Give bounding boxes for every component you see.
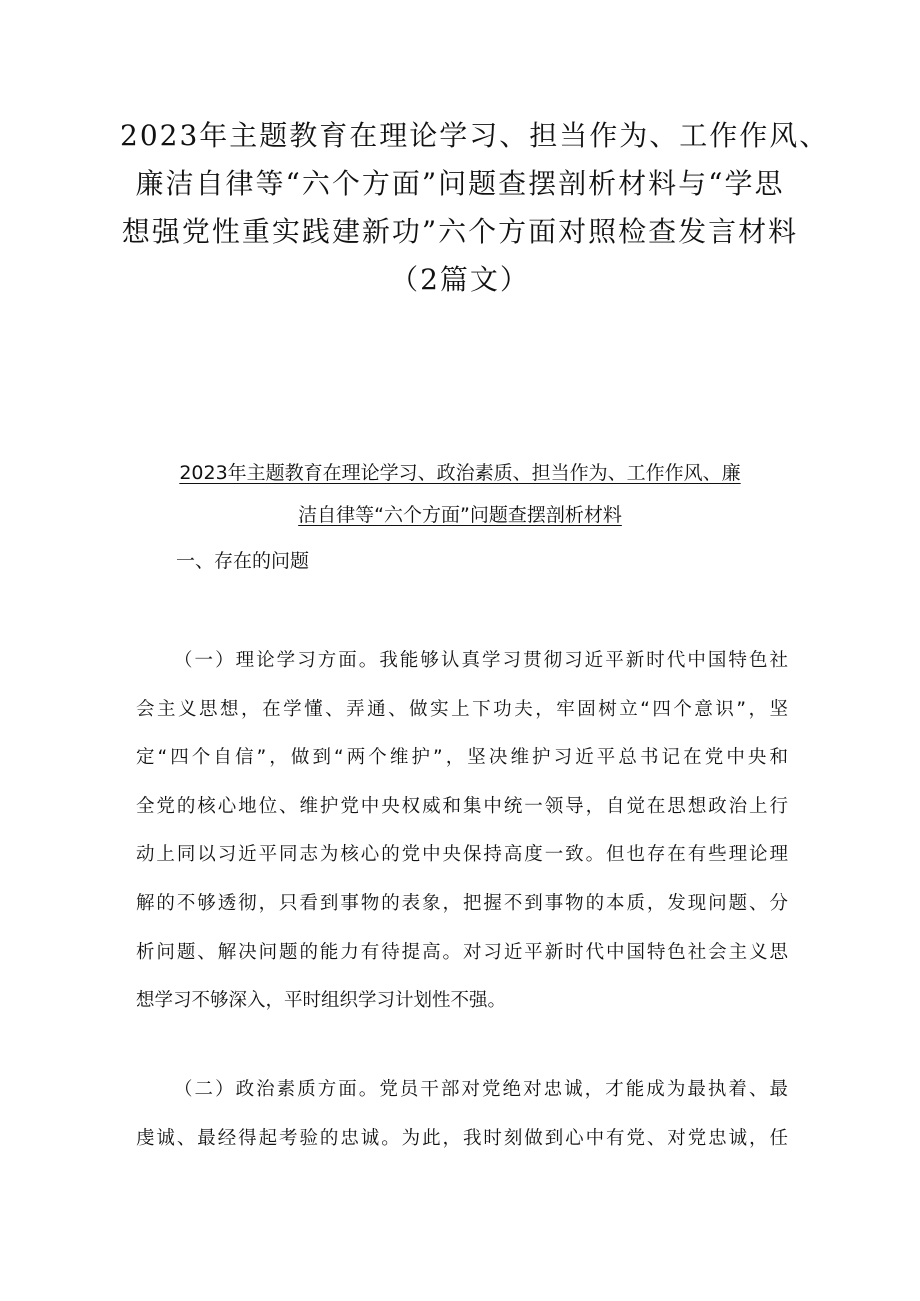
article-title [130,452,790,536]
main-title [120,112,830,304]
paragraph-political-quality [136,1066,788,1163]
main-title-line: 想强党性重实践建新功”六个方面对照检查发言材料 [121,215,799,248]
paragraph-line: 虔诚、最经得起考验的忠诚。为此，我时刻做到心中有党、对党忠诚，任 [136,1127,788,1149]
paragraph-line: （二）政治素质方面。党员干部对党绝对忠诚，才能成为最执着、最 [174,1079,788,1100]
article-title-line: 洁自律等“六个方面”问题查摆剖析材料 [298,504,622,526]
paragraph-line: 定“四个自信”，做到“两个维护”，坚决维护习近平总书记在党中央和 [136,747,788,769]
paragraph-line: 想学习不够深入，平时组织学习计划性不强。 [136,990,507,1012]
paragraph-line: 会主义思想，在学懂、弄通、做实上下功夫，牢固树立“四个意识”，坚 [136,698,788,720]
section-heading: 一、存在的问题 [176,550,310,572]
article-title-line: 2023年主题教育在理论学习、政治素质、担当作为、工作作风、廉 [179,462,741,484]
main-title-line: （2篇文） [390,263,530,296]
paragraph-line: 析问题、解决问题的能力有待提高。对习近平新时代中国特色社会主义思 [136,941,788,963]
main-title-line: 2023年主题教育在理论学习、担当作为、工作作风、 [120,119,830,152]
paragraph-theory-study [136,637,788,1026]
paragraph-line: 全党的核心地位、维护党中央权威和集中统一领导，自觉在思想政治上行 [136,795,788,817]
main-title-line: 廉洁自律等“六个方面”问题查摆剖析材料与“学思 [135,167,785,200]
paragraph-line: 解的不够透彻，只看到事物的表象，把握不到事物的本质，发现问题、分 [136,892,788,914]
paragraph-line: 动上同以习近平同志为核心的党中央保持高度一致。但也存在有些理论理 [136,844,788,866]
paragraph-line: （一）理论学习方面。我能够认真学习贯彻习近平新时代中国特色社 [174,650,788,671]
